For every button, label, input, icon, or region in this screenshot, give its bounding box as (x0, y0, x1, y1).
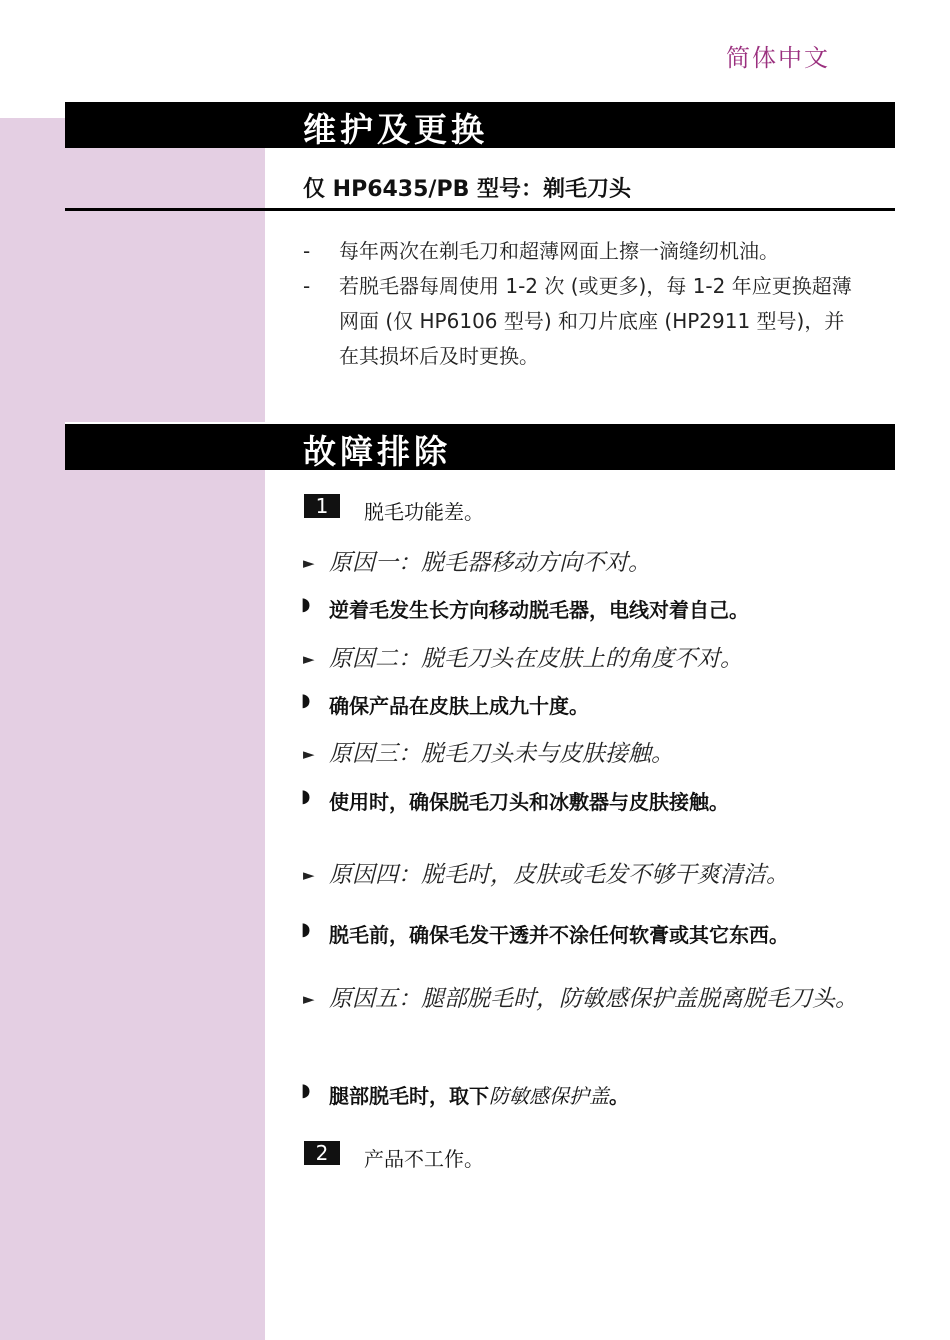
half-circle-icon: ◗ (301, 919, 311, 940)
solution-suffix: 。 (609, 1084, 629, 1108)
step-number-2: 2 (304, 1141, 340, 1165)
maintenance-title: 维护及更换 (303, 110, 488, 149)
triangle-right-icon: ► (303, 554, 315, 572)
solution-text: 使用时，确保脱毛刀头和冰敷器与皮肤接触。 (329, 790, 729, 814)
cause-text: 原因五：腿部脱毛时，防敏感保护盖脱离脱毛刀头。 (329, 986, 858, 1012)
solution-5 (301, 1080, 881, 1109)
maintenance-list (303, 234, 863, 374)
half-circle-icon: ◗ (301, 594, 311, 615)
solution-text: 确保产品在皮肤上成九十度。 (329, 694, 589, 718)
cause-text: 原因一：脱毛器移动方向不对。 (329, 550, 651, 576)
half-circle-icon: ◗ (301, 786, 311, 807)
cause-1 (303, 544, 863, 582)
list-item-text: 若脱毛器每周使用 1-2 次 (或更多)，每 1-2 年应更换超薄网面 (仅 HP6106 型号) 和刀片底座 (HP2911 型号)，并在其损坏后及时更换。 (339, 274, 852, 368)
cause-3 (303, 735, 863, 773)
list-item (303, 269, 863, 374)
cause-text: 原因四：脱毛时，皮肤或毛发不够干爽清洁。 (329, 862, 789, 888)
list-item-text: 每年两次在剃毛刀和超薄网面上擦一滴缝纫机油。 (339, 239, 779, 263)
triangle-right-icon: ► (303, 650, 315, 668)
maintenance-header (65, 100, 895, 148)
half-circle-icon: ◗ (301, 690, 311, 711)
dash-marker: - (303, 274, 311, 298)
solution-1 (301, 594, 881, 623)
language-label: 简体中文 (726, 44, 830, 72)
solution-2 (301, 690, 881, 719)
cause-text: 原因三：脱毛刀头未与皮肤接触。 (329, 741, 674, 767)
troubleshooting-title: 故障排除 (303, 432, 451, 471)
half-circle-icon: ◗ (301, 1080, 311, 1101)
triangle-right-icon: ► (303, 866, 315, 884)
cause-2 (303, 640, 863, 678)
dash-marker: - (303, 239, 311, 263)
step-1-text: 脱毛功能差。 (364, 500, 484, 524)
solution-text (301, 1080, 881, 1109)
maintenance-subtitle: 仅 HP6435/PB 型号：剃毛刀头 (303, 177, 632, 202)
cause-text: 原因二：脱毛刀头在皮肤上的角度不对。 (329, 646, 743, 672)
step-number-1: 1 (304, 494, 340, 518)
subtitle-divider (65, 208, 895, 211)
solution-3 (301, 786, 881, 815)
solution-prefix: 腿部脱毛时，取下 (329, 1084, 489, 1108)
solution-text: 逆着毛发生长方向移动脱毛器，电线对着自己。 (329, 598, 749, 622)
cause-5 (303, 980, 863, 1018)
triangle-right-icon: ► (303, 745, 315, 763)
solution-text: 脱毛前，确保毛发干透并不涂任何软膏或其它东西。 (329, 923, 789, 947)
cause-4 (303, 856, 863, 894)
triangle-right-icon: ► (303, 990, 315, 1008)
solution-4 (301, 919, 881, 948)
solution-emphasis: 防敏感保护盖 (489, 1084, 609, 1108)
decorative-sidebar (0, 118, 265, 1340)
troubleshooting-header (65, 422, 895, 470)
list-item (303, 234, 863, 269)
step-2-text: 产品不工作。 (364, 1147, 484, 1171)
